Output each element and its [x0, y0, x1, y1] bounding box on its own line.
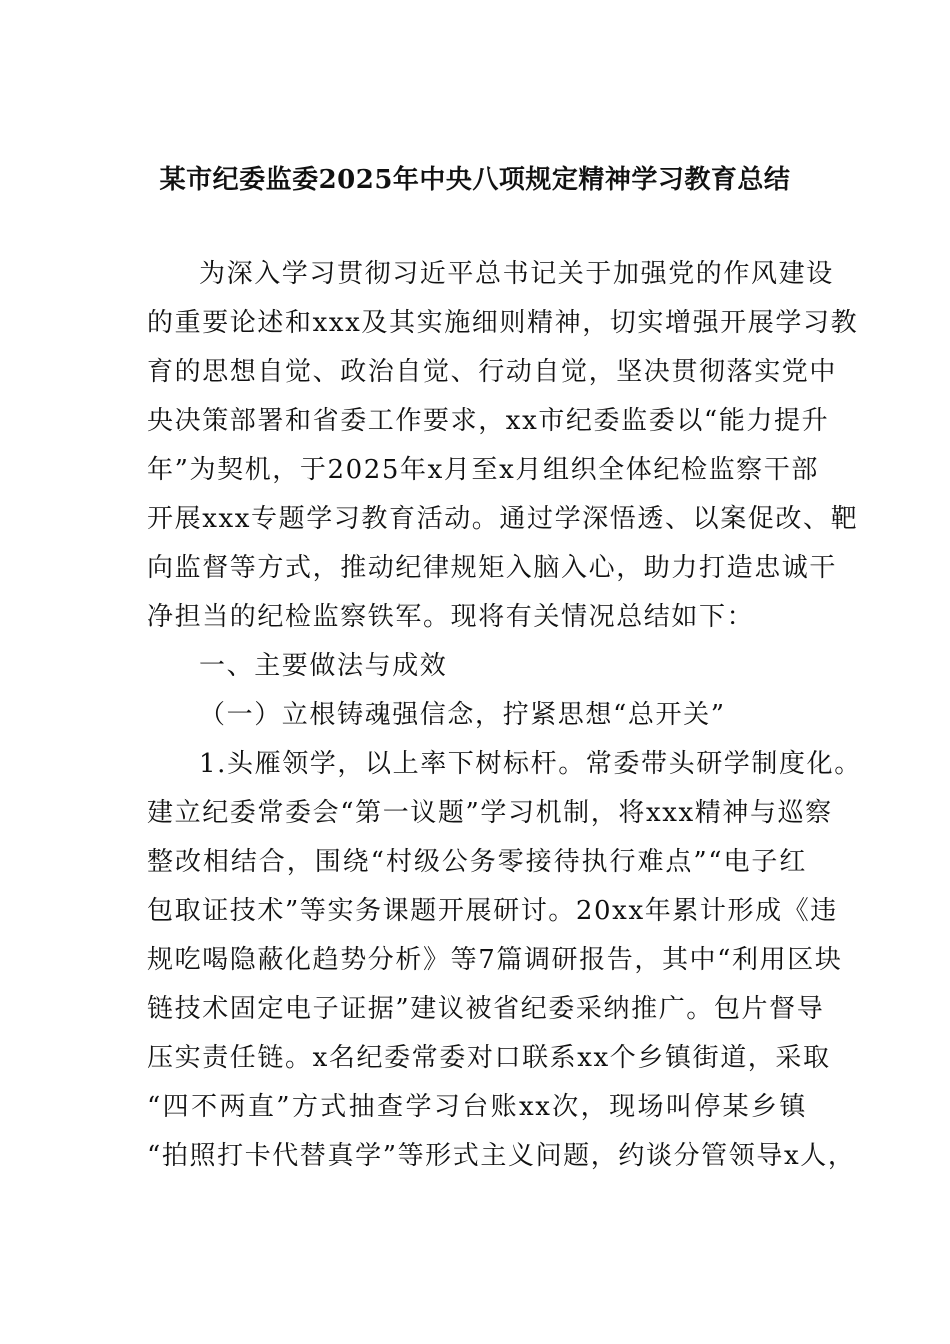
- body-line: 规吃喝隐蔽化趋势分析》等7篇调研报告，其中“利用区块: [147, 945, 843, 975]
- body-line: “四不两直”方式抽查学习台账xx次，现场叫停某乡镇: [147, 1092, 807, 1122]
- body-line: 的重要论述和xxx及其实施细则精神，切实增强开展学习教: [147, 308, 859, 338]
- body-line: 向监督等方式，推动纪律规矩入脑入心，助力打造忠诚干: [147, 553, 838, 583]
- body-line: “拍照打卡代替真学”等形式主义问题，约谈分管领导x人，: [147, 1141, 856, 1171]
- body-line: 整改相结合，围绕“村级公务零接待执行难点”“电子红: [147, 847, 807, 877]
- body-line: 开展xxx专题学习教育活动。通过学深悟透、以案促改、靶: [147, 504, 859, 534]
- body-line: 央决策部署和省委工作要求，xx市纪委监委以“能力提升: [147, 406, 830, 436]
- body-line: 压实责任链。x名纪委常委对口联系xx个乡镇街道，采取: [147, 1043, 831, 1073]
- body-line: 1.头雁领学，以上率下树标杆。常委带头研学制度化。: [199, 749, 862, 779]
- body-line: 一、主要做法与成效: [199, 651, 448, 681]
- body-line: 链技术固定电子证据”建议被省纪委采纳推广。包片督导: [147, 994, 825, 1024]
- document-title: 某市纪委监委2025年中央八项规定精神学习教育总结: [159, 165, 791, 195]
- body-line: 为深入学习贯彻习近平总书记关于加强党的作风建设: [199, 259, 834, 289]
- document-body: [147, 250, 862, 1181]
- body-line: 净担当的纪检监察铁军。现将有关情况总结如下：: [147, 602, 755, 632]
- body-line: （一）立根铸魂强信念，拧紧思想“总开关”: [199, 700, 726, 730]
- body-line: 年”为契机，于2025年x月至x月组织全体纪检监察干部: [147, 455, 819, 485]
- body-line: 包取证技术”等实务课题开展研讨。20xx年累计形成《违: [147, 896, 838, 926]
- body-line: 建立纪委常委会“第一议题”学习机制，将xxx精神与巡察: [147, 798, 833, 828]
- body-line: 育的思想自觉、政治自觉、行动自觉，坚决贯彻落实党中: [147, 357, 838, 387]
